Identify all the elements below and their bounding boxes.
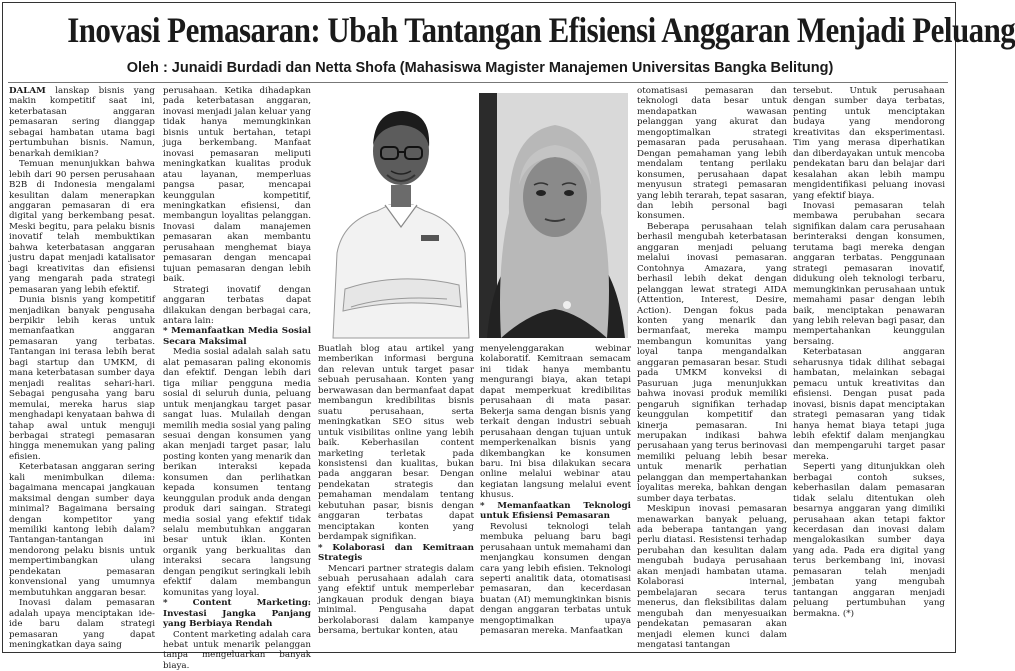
paragraph: Mencari partner strategis dalam sebuah perusahaan adalah cara yang efektif untuk memperlebar jangkauan produk dengan biaya minimal. Pengusaha dapat berkolaborasi dalam kampanye bersama, bertukar konten, atau <box>318 563 474 637</box>
author-photo-right <box>479 93 628 338</box>
paragraph: Seperti yang ditunjukkan oleh berbagai contoh sukses, keberhasilan dalam pemasaran tidak selalu ditentukan oleh besarnya anggaran yang dimiliki perusahaan akan tetapi faktor kecerdasan dan inovasi dalam mengalokasikan sumber daya yang ada. Pada era digital yang terus berkembang ini, inovasi pemasaran telah menjadi jembatan yang mengubah tantangan anggaran menjadi peluang pertumbuhan yang bermakna. (*) <box>793 462 945 619</box>
paragraph: Media sosial adalah salah satu alat pemasaran paling ekonomis dan efektif. Dengan lebih dari tiga miliar pengguna media sosial di seluruh dunia, peluang untuk menjangkau target pasar sangat luas. Mulailah dengan memilih media sosial yang paling sesuai dengan konsumen yang akan menjadi target pasar, lalu posting konten yang menarik dan berikan interaksi kepada konsumen dan perlihatkan kepada konsumen tentang keunggulan produk anda dengan produk dari saingan. Strategi media sosial yang efektif tidak selalu membutuhkan anggaran besar untuk iklan. Konten organik yang berkualitas dan interaksi secara langsung dengan pengikut seringkali lebih efektif dalam membangun komunitas yang loyal. <box>163 347 311 598</box>
portrait-woman-hijab-icon <box>479 93 628 338</box>
paragraph: Strategi inovatif dengan anggaran terbatas dapat dilakukan dengan berbagai cara, antara lain: <box>163 284 311 326</box>
paragraph: Temuan menunjukkan bahwa lebih dari 90 persen perusahaan B2B di Indonesia mengalami kesulitan dalam menerapkan anggaran pemasaran di era digital yang berkembang pesat. Meski begitu, para pelaku bisnis inovatif telah membuktikan bahwa keterbatasan anggaran justru dapat menjadi katalisator bagi kreativitas dan efisiensi yang mengarah pada strategi pemasaran yang lebih efektif. <box>9 159 155 295</box>
article-column-5 <box>637 86 787 651</box>
paragraph: Buatlah blog atau artikel yang memberikan informasi berguna dan relevan untuk target pasar sebuah perusahaan. Konten yang berwawasan dan bermanfaat dapat membangun kredibilitas bisnis suatu perusahaan, serta meningkatkan SEO situs web untuk visibilitas online yang lebih baik. Keberhasilan content marketing terletak pada konsistensi dan kualitas, bukan pada anggaran besar. Dengan pendekatan strategis dan pemahaman mendalam tentang kebutuhan pasar, bisnis dengan anggaran terbatas dapat menciptakan konten yang berdampak signifikan. <box>318 344 474 543</box>
paragraph: Keterbatasan anggaran sering kali menimbulkan dilema: bagaimana mencapai jangkauan maksimal dengan sumber daya minimal? Bagaimana bersaing dengan kompetitor yang memiliki kantong lebih dalam? Tantangan-tantangan ini mendorong pelaku bisnis untuk mempertimbangkan ulang pendekatan pemasaran konvensional yang umumnya membutuhkan anggaran besar. <box>9 462 155 598</box>
article-column-6 <box>793 86 945 648</box>
paragraph: Keterbatasan anggaran seharusnya tidak dilihat sebagai hambatan, melainkan sebagai pemacu untuk kreativitas dan efisiensi. Dengan pusat pada inovasi, bisnis dapat menciptakan strategi pemasaran yang tidak hanya hemat biaya tetapi juga lebih efektif dalam menjangkau dan mempengaruhi target pasar mereka. <box>793 347 945 462</box>
paragraph: otomatisasi pemasaran dan teknologi data besar untuk mendapatkan wawasan pelanggan yang akurat dan mengoptimalkan strategi pemasaran pada perusahaan. Dengan pemahaman yang lebih mendalam tentang perilaku konsumen, perusahaan dapat menyusun strategi pemasaran yang lebih terarah, tepat sasaran, dan lebih personal bagi konsumen. <box>637 86 787 222</box>
lead-word: DALAM <box>9 86 46 96</box>
paragraph: Revolusi teknologi telah membuka peluang baru bagi perusahaan untuk memahami dan menjangkau konsumen dengan cara yang lebih efisien. Teknologi seperti analitik data, otomatisasi pemasaran, dan kecerdasan buatan (AI) memungkinkan bisnis dengan anggaran terbatas untuk mengoptimalkan upaya pemasaran mereka. Manfaatkan <box>480 521 631 637</box>
paragraph: Dunia bisnis yang kompetitif menjadikan banyak pengusaha berpikir lebih keras untuk memanfaatkan anggaran pemasaran yang terbatas. Tantangan ini terasa lebih berat bagi startup dan UMKM, di mana keterbatasan sumber daya menjadi realitas sehari-hari. Sebagai pengusaha yang baru memulai, mereka harus siap menghadapi kenyataan bahwa di tahap awal untuk menguji berbagai strategi pemasaran hingga menemukan yang paling efisien. <box>9 295 155 462</box>
paragraph: Inovasi dalam pemasaran adalah upaya menciptakan ide-ide baru dalam strategi pemasaran yang dapat meningkatkan daya saing <box>9 598 155 651</box>
article-column-4 <box>480 344 631 648</box>
subheading: * Kolaborasi dan Kemitraan Strategis <box>318 542 474 564</box>
article-column-3 <box>318 344 474 648</box>
article-byline: Oleh : Junaidi Burdadi dan Netta Shofa (Mahasiswa Magister Manajemen Universitas Bangka Belitung) <box>126 60 834 76</box>
article-column-2 <box>163 86 311 671</box>
subheading: * Memanfaatkan Teknologi untuk Efisiensi Pemasaran <box>480 500 631 522</box>
paragraph: Content marketing adalah cara hebat untuk menarik pelanggan tanpa mengeluarkan banyak biaya. <box>163 629 311 671</box>
lead-text: lanskap bisnis yang makin kompetitif saat ini, keterbatasan anggaran pemasaran sering dianggap sebagai hambatan utama bagi pertumbuhan bisnis. Namun, benarkah demikian? <box>9 86 155 159</box>
paragraph: perusahaan. Ketika dihadapkan pada keterbatasan anggaran, inovasi menjadi jalan keluar yang tidak hanya memungkinkan bisnis untuk bertahan, tetapi juga berkembang. Manfaat inovasi pemasaran meliputi meningkatkan kualitas produk atau layanan, memperluas pangsa pasar, mencapai keunggulan kompetitif, meningkatkan efisiensi, dan membangun loyalitas pelanggan. Inovasi dalam manajemen pemasaran akan membantu perusahaan menghemat biaya pemasaran dengan mencapai tujuan pemasaran dengan lebih baik. <box>163 86 311 285</box>
paragraph: Beberapa perusahaan telah berhasil mengubah keterbatasan anggaran menjadi peluang melalui inovasi pemasaran. Contohnya Amazara, yang berhasil lebih dekat dengan pelanggan lewat strategi AIDA (Attention, Interest, Desire, Action). Dengan fokus pada konten yang menarik dan bermanfaat, mereka mampu membangun komunitas yang loyal tanpa mengandalkan anggaran pemasaran besar. Studi pada UMKM konveksi di Pasuruan juga menunjukkan bahwa inovasi produk memiliki pengaruh signifikan terhadap keunggulan kompetitif dan kinerja pemasaran. Ini merupakan indikasi bahwa perusahaan yang terus berinovasi memiliki peluang lebih besar untuk menarik perhatian pelanggan dan mempertahankan loyalitas mereka, bahkan dengan sumber daya terbatas. <box>637 221 787 504</box>
paragraph: menyelenggarakan webinar kolaboratif. Kemitraan semacam ini tidak hanya membantu mengurangi biaya, akan tetapi dapat memperkuat kredibilitas perusahaan di mata pasar. Bekerja sama dengan bisnis yang terkait dengan industri sebuah perusahaan dengan tujuan untuk memperkenalkan bisnis yang dikembangkan ke konsumen baru. Ini bisa dilakukan secara online melalui webinar atau kegiatan langsung melalui event khusus. <box>480 344 631 501</box>
article-headline: Inovasi Pemasaran: Ubah Tantangan Efisiensi Anggaran Menjadi Peluang <box>67 10 1015 50</box>
paragraph: tersebut. Untuk perusahaan dengan sumber daya terbatas, penting untuk menciptakan budaya yang mendorong kreativitas dan eksperimentasi. Tim yang merasa diperhatikan dan diberdayakan untuk mencoba pendekatan baru dan belajar dari kesalahan akan lebih mampu mengidentifikasi peluang inovasi yang efektif biaya. <box>793 86 945 201</box>
header-divider <box>8 82 948 83</box>
subheading: * Content Marketing: Investasi Jangka Panjang yang Berbiaya Rendah <box>163 598 311 630</box>
paragraph: Meskipun inovasi pemasaran menawarkan banyak peluang, ada beberapa tantangan yang perlu diatasi. Resistensi terhadap perubahan dan kesulitan dalam mengubah budaya perusahaan akan menjadi hambatan utama. Kolaborasi internal, pembelajaran secara terus menerus, dan fleksibilitas dalam mengubah dan menyesuaikan pendekatan pemasaran akan menjadi elemen kunci dalam mengatasi tantangan <box>637 504 787 651</box>
paragraph: Inovasi pemasaran telah membawa perubahan secara signifikan dalam cara perusahaan berinteraksi dengan konsumen, terutama bagi mereka dengan anggaran terbatas. Penggunaan strategi pemasaran inovatif, didukung oleh teknologi terbaru, memungkinkan perusahaan untuk memahami pasar dengan lebih baik, menciptakan penawaran yang lebih relevan bagi pasar, dan mempertahankan keunggulan bersaing. <box>793 200 945 347</box>
author-photo-left <box>329 93 472 338</box>
subheading: * Memanfaatkan Media Sosial Secara Maksimal <box>163 326 311 347</box>
portrait-man-icon <box>329 93 472 338</box>
article-column-1 <box>9 86 155 651</box>
paragraph <box>9 86 155 159</box>
